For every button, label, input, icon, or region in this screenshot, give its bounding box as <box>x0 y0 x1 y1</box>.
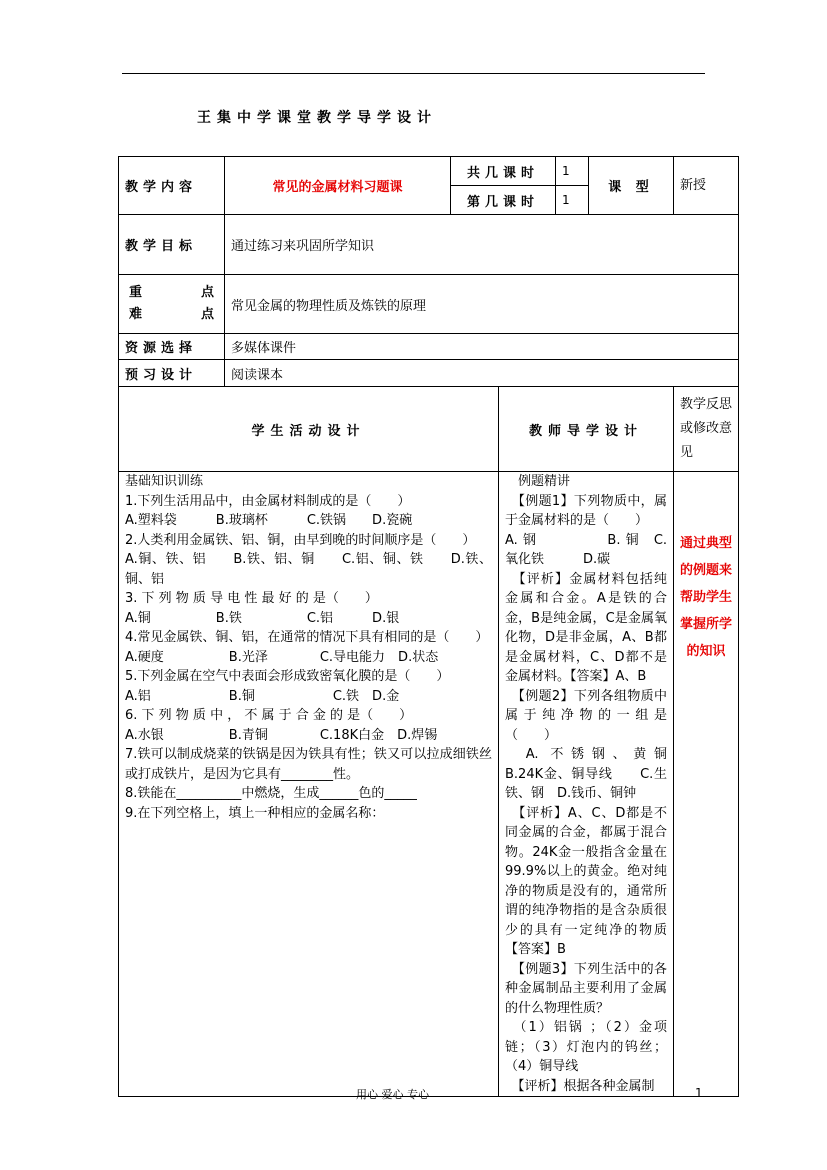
teacher-line: （1）铝锅 ；（2）金项链；（3）灯泡内的钨丝；（4）铜导线 <box>505 1020 668 1074</box>
student-line: 1.下列生活用品中，由金属材料制成的是（ ） <box>125 493 411 509</box>
student-line: 4.常见金属铁、铜、铝，在通常的情况下具有相同的是（ ） <box>125 630 489 645</box>
resource-value: 多媒体课件 <box>225 334 739 360</box>
preview-label: 预习设计 <box>119 360 225 387</box>
student-line: 7.铁可以制成烧菜的铁锅是因为铁具有性；铁又可以拉成细铁丝或打成铁片，是因为它具有________性。 <box>125 747 492 782</box>
preview-value: 阅读课本 <box>225 360 739 387</box>
student-line: 9.在下列空格上，填上一种相应的金属名称： <box>125 805 385 821</box>
document-title: 王集中学课堂教学导学设计 <box>197 110 437 126</box>
student-activity-content <box>119 472 499 1097</box>
student-line: A.铜 B.铁 C.铝 D.银 <box>125 610 400 626</box>
teacher-line: A. 不锈钢、黄铜 B.24K金、铜导线 C.生铁、钢 D.钱币、铜钟 <box>505 747 694 801</box>
key-difficulty-value: 常见金属的物理性质及炼铁的原理 <box>225 275 739 334</box>
student-line: A.铝 B.铜 C.铁 D.金 <box>125 688 400 704</box>
student-line: A.塑料袋 B.玻璃杯 C.铁锅 D.瓷碗 <box>125 513 413 528</box>
student-line: 8.铁能在__________中燃烧，生成______色的_____ <box>125 786 417 801</box>
teacher-line: 例题精讲 <box>505 474 571 489</box>
lesson-number-value: 1 <box>556 186 589 215</box>
lesson-title: 常见的金属材料习题课 <box>225 157 451 215</box>
student-line: A.水银 B.青铜 C.18K白金 D.焊锡 <box>125 727 438 743</box>
goal-value: 通过练习来巩固所学知识 <box>225 215 739 275</box>
student-line: 基础知识训练 <box>125 474 204 489</box>
page-number: 1 <box>695 1086 703 1100</box>
student-line: 3. 下 列 物 质 导 电 性 最 好 的 是（ ） <box>125 591 378 606</box>
page-footer: 用心 爱心 专心 <box>356 1088 429 1101</box>
teacher-line: 【例题1】下列物质中，属于金属材料的是（ ） <box>505 493 668 528</box>
student-line: 2.人类利用金属铁、铝、铜，由早到晚的时间顺序是（ ） <box>125 532 476 548</box>
teacher-line: 【评析】A、C、D都是不同金属的合金，都属于混合物。24K金一般指含金量在99.9%以上的黄金。绝对纯净的物质是没有的，通常所谓的纯净物指的是含杂质很少的具有一定纯净的物质 【答案】B <box>505 805 668 957</box>
key-difficulty-label: 重 点 难 点 <box>119 275 225 334</box>
teacher-line: 【例题3】下列生活中的各种金属制品主要利用了金属的什么物理性质？ <box>505 961 668 1016</box>
content-label: 教学内容 <box>119 157 225 215</box>
teacher-guidance-content <box>499 472 694 1097</box>
reflection-note: 通过典型的例题来帮助学生掌握所学的知识 <box>674 472 739 1097</box>
student-line: 5.下列金属在空气中表面会形成致密氧化膜的是（ ） <box>125 669 450 684</box>
student-line: A.铜、铁、铝 B.铁、铝、铜 C.铝、铜、铁 D.铁、铜、铝 <box>125 552 492 587</box>
reflect-column-header: 教学反思或修改意见 <box>674 387 739 472</box>
teacher-line: 【评析】根据各种金属制 <box>505 1078 655 1094</box>
student-column-header: 学生活动设计 <box>119 387 499 472</box>
teacher-line: 【评析】金属材料包括纯金属和合金。A是铁的合金，B是纯金属，C是金属氧化物，D是非金属，A、B都是金属材料，C、D都不是金属材料。【答案】A、B <box>505 571 668 684</box>
teacher-line: 【例题2】下列各组物质中属于纯净物的一组是（ ） <box>505 688 668 743</box>
header-rule <box>122 73 705 74</box>
student-line: 6. 下 列 物 质 中 ， 不 属 于 合 金 的 是（ ） <box>125 708 413 723</box>
lesson-plan-table <box>118 156 739 1097</box>
total-hours-label: 共几课时 <box>451 157 556 186</box>
resource-label: 资源选择 <box>119 334 225 360</box>
total-hours-value: 1 <box>556 157 589 186</box>
lesson-type-value: 新授 <box>674 157 739 215</box>
student-line: A.硬度 B.光泽 C.导电能力 D.状态 <box>125 649 439 665</box>
goal-label: 教学目标 <box>119 215 225 275</box>
lesson-type-label: 课 型 <box>589 157 674 215</box>
lesson-number-label: 第几课时 <box>451 186 556 215</box>
teacher-line: A. 钢 B. 铜 C.氧化铁 D.碳 <box>505 532 668 567</box>
teacher-column-header: 教师导学设计 <box>499 387 674 472</box>
